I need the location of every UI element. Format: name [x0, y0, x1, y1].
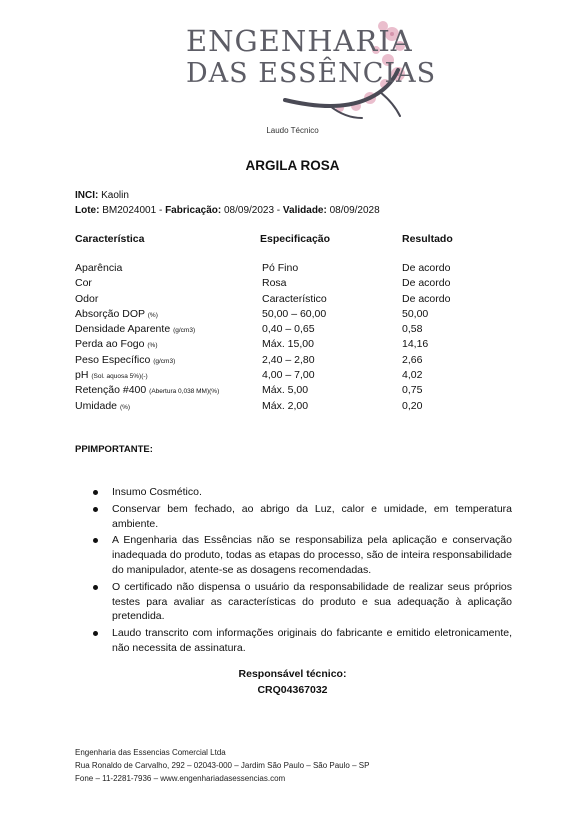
- specification-table: [0, 262, 585, 415]
- lote-label: Lote:: [75, 205, 100, 216]
- header-specification: Especificação: [260, 233, 331, 245]
- table-row: [0, 400, 585, 415]
- row-characteristic: Umidade (%): [75, 399, 131, 412]
- responsible-crq: CRQ04367032: [257, 684, 328, 696]
- header-characteristic: Característica: [75, 233, 145, 245]
- validity-value: 08/09/2028: [326, 205, 380, 216]
- batch-line: [75, 205, 380, 216]
- header-result: Resultado: [402, 233, 453, 245]
- row-specification: 4,00 – 7,00: [262, 369, 315, 382]
- list-item: Insumo Cosmético.: [92, 485, 512, 500]
- row-specification: Rosa: [262, 277, 287, 290]
- table-row: [0, 277, 585, 292]
- row-specification: 50,00 – 60,00: [262, 307, 327, 320]
- list-item: O certificado não dispensa o usuário da responsabilidade de realizar seus próprios testes para avaliar as características do produto e sua adequação à aplicação pretendida.: [92, 580, 512, 624]
- row-result: 2,66: [402, 353, 423, 366]
- footer-company: Engenharia das Essencias Comercial Ltda: [75, 748, 226, 757]
- row-characteristic: Odor: [75, 292, 99, 305]
- table-row: [0, 384, 585, 399]
- inci-label: INCI:: [75, 190, 99, 201]
- row-result: 4,02: [402, 369, 423, 382]
- bullet-icon: [93, 538, 98, 543]
- bullet-icon: [93, 585, 98, 590]
- inci-value: Kaolin: [98, 190, 129, 201]
- row-specification: Pó Fino: [262, 262, 299, 274]
- product-title: ARGILA ROSA: [245, 158, 340, 173]
- row-result: De acordo: [402, 292, 451, 305]
- table-row: [0, 323, 585, 338]
- row-characteristic: Aparência: [75, 262, 123, 274]
- row-specification: 2,40 – 2,80: [262, 353, 315, 366]
- row-characteristic: Perda ao Fogo (%): [75, 338, 158, 351]
- responsible-label: Responsável técnico:: [238, 668, 347, 680]
- bullet-icon: [93, 631, 98, 636]
- row-result: 0,58: [402, 323, 423, 336]
- lote-value: BM2024001 -: [99, 205, 166, 216]
- row-result: De acordo: [402, 262, 451, 274]
- row-specification: Característico: [262, 292, 327, 305]
- row-result: 0,75: [402, 384, 423, 397]
- footer-contact: Fone – 11-2281-7936 – www.engenhariadasessencias.com: [75, 774, 286, 783]
- row-characteristic: Retenção #400 (Abertura 0,038 MM)(%): [75, 384, 220, 397]
- validity-label: Validade:: [282, 205, 327, 216]
- table-row: [0, 369, 585, 384]
- list-item: Laudo transcrito com informações originais do fabricante e emitido eletronicamente, não necessita de assinatura.: [92, 626, 512, 656]
- important-heading: PPIMPORTANTE:: [75, 444, 153, 455]
- row-specification: Máx. 15,00: [262, 338, 314, 351]
- footer-address: Rua Ronaldo de Carvalho, 292 – 02043-000 – Jardim São Paulo – São Paulo – SP: [75, 761, 370, 770]
- row-result: 0,20: [402, 399, 423, 412]
- list-item: A Engenharia das Essências não se responsabiliza pela aplicação e conservação inadequada do produto, todas as etapas do processo, são de inteira responsabilidade do manipulador, atente-se as dosagens recomendadas.: [92, 533, 512, 577]
- row-result: 14,16: [402, 338, 429, 351]
- bullet-icon: [93, 490, 98, 495]
- notes-list: [92, 485, 512, 658]
- row-specification: 0,40 – 0,65: [262, 323, 315, 336]
- fabrication-value: 08/09/2023 -: [221, 205, 283, 216]
- company-logo: [180, 14, 437, 124]
- document-type: Laudo Técnico: [266, 126, 319, 135]
- row-specification: Máx. 2,00: [262, 399, 309, 412]
- row-characteristic: pH (Sol. aquosa 5%)(-): [75, 369, 148, 382]
- logo-line-1: ENGENHARIA: [186, 24, 413, 58]
- row-characteristic: Cor: [75, 277, 92, 290]
- inci-line: [75, 190, 129, 201]
- list-item: Conservar bem fechado, ao abrigo da Luz, calor e umidade, em temperatura ambiente.: [92, 502, 512, 532]
- row-specification: Máx. 5,00: [262, 384, 309, 397]
- table-row: [0, 308, 585, 323]
- row-characteristic: Densidade Aparente (g/cm3): [75, 323, 196, 336]
- table-row: [0, 338, 585, 353]
- logo-line-2: DAS ESSÊNCIAS: [186, 58, 437, 89]
- row-result: 50,00: [402, 307, 429, 320]
- bullet-icon: [93, 507, 98, 512]
- table-row: [0, 293, 585, 308]
- table-row: [0, 262, 585, 277]
- row-characteristic: Peso Específico (g/cm3): [75, 353, 176, 366]
- row-characteristic: Absorção DOP (%): [75, 307, 158, 320]
- row-result: De acordo: [402, 277, 451, 290]
- table-row: [0, 354, 585, 369]
- fabrication-label: Fabricação:: [165, 205, 222, 216]
